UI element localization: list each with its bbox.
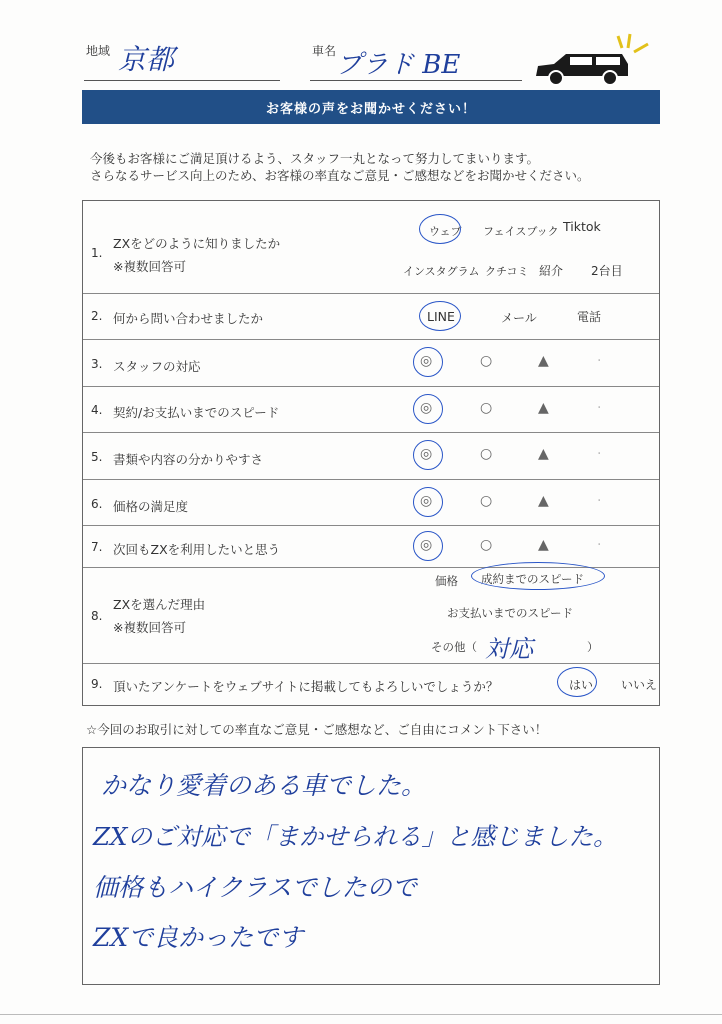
option-referral[interactable]: 紹介 <box>539 264 564 278</box>
question-number: 9. <box>91 677 103 691</box>
question-row-9 <box>83 663 659 705</box>
answer-circle <box>413 487 443 517</box>
option-email[interactable]: メール <box>501 311 537 325</box>
option-instagram[interactable]: インスタグラム <box>403 265 480 278</box>
question-row-6 <box>83 479 659 526</box>
intro-line-1: 今後もお客様にご満足頂けるよう、スタッフ一丸となって努力してまいります。 <box>90 151 540 166</box>
option-word-of-mouth[interactable]: クチコミ <box>485 265 529 278</box>
rating-poor[interactable]: · <box>597 446 602 462</box>
option-phone[interactable]: 電話 <box>577 310 602 324</box>
comment-line-4: ZXで良かったです <box>93 923 304 952</box>
car-name-label: 車名 <box>312 44 337 58</box>
answer-circle <box>419 214 461 244</box>
question-text: ZXを選んだ理由 <box>113 597 206 612</box>
question-number: 4. <box>91 403 103 417</box>
answer-circle <box>413 531 443 561</box>
rating-excellent[interactable]: ◎ <box>420 493 433 509</box>
rating-poor[interactable]: · <box>597 353 602 369</box>
question-text: 契約/お支払いまでのスピード <box>113 405 280 420</box>
rating-fair[interactable]: ▲ <box>538 537 549 553</box>
answer-circle <box>413 440 443 470</box>
region-underline <box>84 80 280 81</box>
survey-table <box>82 200 660 706</box>
question-row-1 <box>83 201 659 294</box>
comment-line-1: かなり愛着のある車でした。 <box>101 771 427 800</box>
question-row-3 <box>83 339 659 387</box>
comment-line-2: ZXのご対応で「まかせられる」と感じました。 <box>93 822 618 851</box>
rating-fair[interactable]: ▲ <box>538 400 549 416</box>
region-label: 地域 <box>86 44 111 58</box>
option-tiktok[interactable]: Tiktok <box>563 219 601 234</box>
option-contract-speed[interactable]: 成約までのスピード <box>481 572 585 586</box>
option-other[interactable]: その他（ <box>431 640 477 654</box>
option-facebook[interactable]: フェイスブック <box>483 225 559 238</box>
question-note: ※複数回答可 <box>113 620 186 635</box>
rating-excellent[interactable]: ◎ <box>420 537 433 553</box>
question-text: 書類や内容の分かりやすさ <box>113 452 264 467</box>
rating-good[interactable]: ○ <box>480 400 493 416</box>
rating-poor[interactable]: · <box>597 400 602 416</box>
question-row-2 <box>83 293 659 340</box>
option-other-close: ） <box>587 640 599 654</box>
option-payment-speed[interactable]: お支払いまでのスピード <box>447 606 574 620</box>
rating-good[interactable]: ○ <box>480 353 493 369</box>
rating-good[interactable]: ○ <box>480 537 493 553</box>
answer-circle <box>413 347 443 377</box>
question-text: 何から問い合わせましたか <box>113 311 264 326</box>
rating-good[interactable]: ○ <box>480 493 493 509</box>
intro-line-2: さらなるサービス向上のため、お客様の率直なご意見・ご感想などをお聞かせください。 <box>90 168 590 183</box>
question-text: 次回もZXを利用したいと思う <box>113 542 281 557</box>
question-number: 7. <box>91 540 103 554</box>
question-row-8 <box>83 567 659 664</box>
option-no[interactable]: いいえ <box>621 678 658 692</box>
rating-fair[interactable]: ▲ <box>538 493 549 509</box>
rating-good[interactable]: ○ <box>480 446 493 462</box>
option-yes[interactable]: はい <box>569 678 594 692</box>
question-text: ZXをどのように知りましたか <box>113 236 281 251</box>
answer-circle <box>413 394 443 424</box>
page-banner: お客様の声をお聞かせください！ <box>82 90 660 124</box>
question-text: 価格の満足度 <box>113 499 189 514</box>
option-price[interactable]: 価格 <box>435 574 458 588</box>
question-number: 1. <box>91 246 103 260</box>
question-number: 5. <box>91 450 103 464</box>
bottom-divider <box>0 1014 722 1015</box>
rating-excellent[interactable]: ◎ <box>420 400 433 416</box>
comment-box[interactable] <box>82 747 660 985</box>
rating-poor[interactable]: · <box>597 493 602 509</box>
question-note: ※複数回答可 <box>113 259 186 274</box>
question-number: 6. <box>91 497 103 511</box>
car-name-value[interactable]: プラド BE <box>336 50 461 80</box>
question-number: 2. <box>91 309 103 323</box>
answer-circle <box>419 301 461 331</box>
question-row-7 <box>83 525 659 568</box>
question-number: 8. <box>91 609 103 623</box>
car-icon <box>530 32 658 90</box>
question-number: 3. <box>91 357 103 371</box>
answer-circle <box>557 667 597 697</box>
rating-fair[interactable]: ▲ <box>538 446 549 462</box>
rating-fair[interactable]: ▲ <box>538 353 549 369</box>
question-text: スタッフの対応 <box>113 359 201 374</box>
comment-line-3: 価格もハイクラスでしたので <box>93 873 417 902</box>
rating-excellent[interactable]: ◎ <box>420 446 433 462</box>
region-value[interactable]: 京都 <box>118 43 175 76</box>
question-text: 頂いたアンケートをウェブサイトに掲載してもよろしいでしょうか？ <box>113 679 499 694</box>
question-row-4 <box>83 386 659 433</box>
other-value[interactable]: 対応 <box>485 635 533 663</box>
rating-poor[interactable]: · <box>597 537 602 553</box>
question-row-5 <box>83 432 659 480</box>
comment-title: ☆今回のお取引に対しての率直なご意見・ご感想など、ご自由にコメント下さい！ <box>86 722 548 737</box>
option-web[interactable]: ウェブ <box>429 225 462 238</box>
option-line[interactable]: LINE <box>427 309 455 324</box>
rating-excellent[interactable]: ◎ <box>420 353 433 369</box>
car-name-underline <box>310 80 522 81</box>
answer-circle <box>471 562 605 590</box>
option-second-car[interactable]: 2台目 <box>591 264 623 278</box>
